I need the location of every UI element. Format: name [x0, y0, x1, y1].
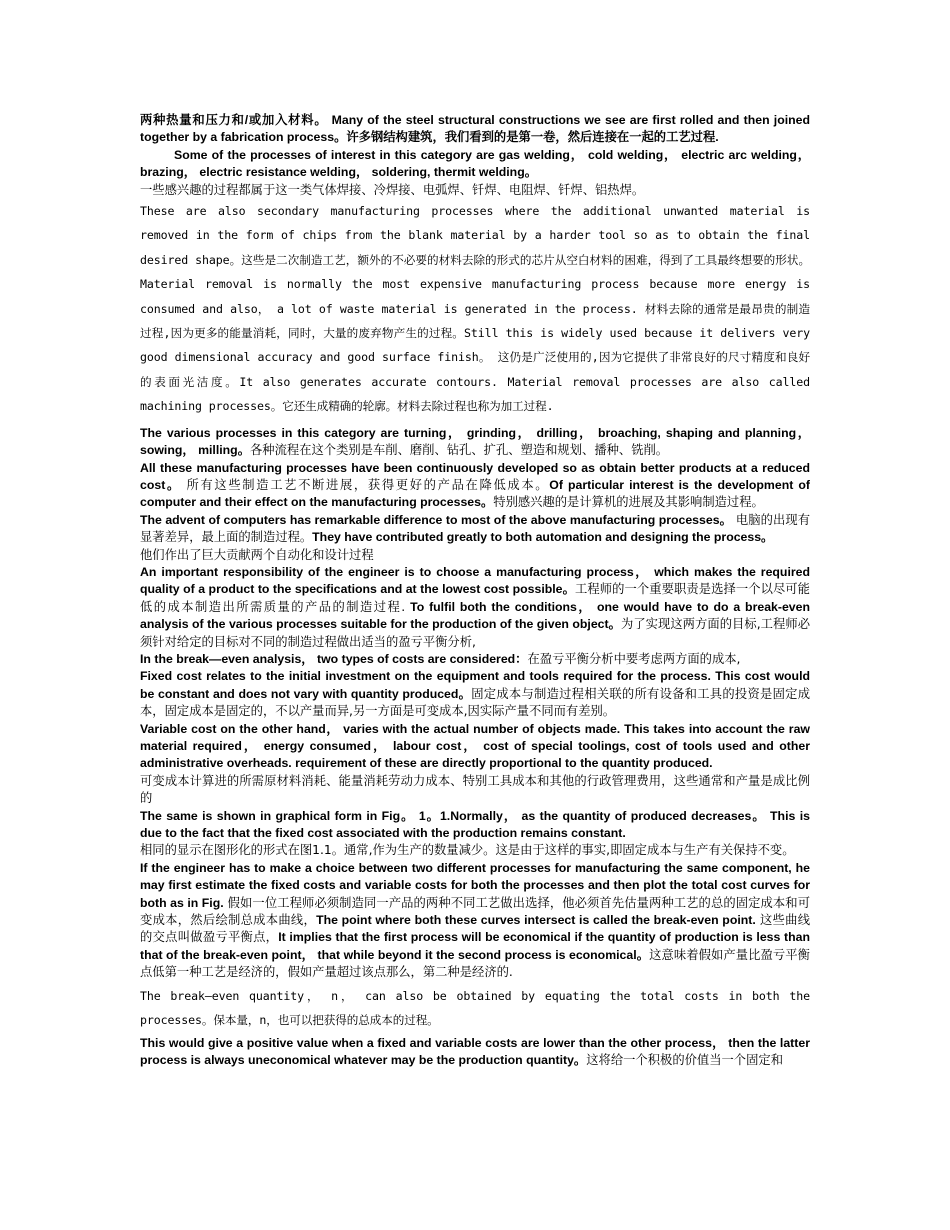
text-variable-cost-zh: 可变成本计算进的所需原材料消耗、能量消耗劳动力成本、特别工具成本和其他的行政管理费用，这些通常和产量是成比例的 [140, 773, 810, 806]
paragraph-graph [140, 808, 810, 843]
text-positive-value-zh: 这将给一个积极的价值当一个固定和 [586, 1052, 783, 1067]
text-break-even-en: To fulfil both the conditions， one would have to do a break-even analysis of the various processes suitable for the production of the given object。 [140, 599, 810, 632]
text-positive-value-en: This would give a positive value when a fixed and variable costs are lower than the other process， then the latter process is always uneconomical whatever may be the production quantity。 [140, 1035, 810, 1067]
paragraph-choice [140, 860, 810, 982]
paragraph-positive-value [140, 1035, 810, 1070]
text-material-removal: These are also secondary manufacturing processes where the additional unwanted material is removed in the form of chips from the blank material by a harder tool so as to obtain the final desired shape。这些是二次制造工艺，额外的不必要的材料去除的形式的芯片从空白材料的困难，得到了工具最终想要的形状。 Material removal is normally the most expensive manufacturing process because more energy is consumed and also， a lot of waste material is generated in the process. 材料去除的通常是最昂贵的制造过程,因为更多的能量消耗，同时，大量的废弃物产生的过程。Still this is widely used because it delivers very good dimensional accuracy and good surface finish。 这仍是广泛使用的,因为它提供了非常良好的尺寸精度和良好的表面光洁度。It also generates accurate contours. Material removal processes are also called machining processes。它还生成精确的轮廓。材料去除过程也称为加工过程. [140, 204, 810, 414]
text-computer-en: Of particular interest is the development of computer and their effect on the manufacturing processes。 [140, 477, 810, 510]
text-machining-list-zh: 各种流程在这个类别是车削、磨削、钻孔、扩孔、塑造和规划、播种、铣削。 [250, 443, 669, 458]
text-machining-list-en: The various processes in this category are turning， grinding， drilling， broaching, shaping and planning，sowing， milling。 [140, 425, 810, 458]
paragraph-machining-list [140, 425, 810, 460]
text-computer-zh: 特别感兴趣的是计算机的进展及其影响制造过程。 [493, 495, 764, 510]
paragraph-welding-list-zh [140, 182, 810, 199]
document-page [140, 112, 810, 1069]
text-break-even-zh: 为了实现这两方面的目标,工程师必须针对给定的目标对不同的制造过程做出适当的盈亏平衡分析, [140, 617, 811, 649]
text-joining: 两种热量和压力和/或加入材料。 Many of the steel structural constructions we see are first rolled and then joined together by a fabrication process。许多钢结构建筑，我们看到的是第一卷，然后连接在一起的工艺过程. [140, 113, 810, 145]
text-choice-zh: 假如一位工程师必须制造同一产品的两种不同工艺做出选择，他必须首先估量两种工艺的总的固定成本和可变成本，然后绘制总成本曲线， [140, 895, 810, 928]
paragraph-responsibility [140, 564, 810, 651]
paragraph-variable-cost-zh [140, 773, 810, 808]
paragraph-material-removal [140, 199, 810, 419]
paragraph-cost-types [140, 651, 810, 668]
text-implies-zh: 这意味着假如产量比盈亏平衡点低第一种工艺是经济的，假如产量超过该点那么，第二种是经济的. [140, 947, 810, 980]
text-variable-cost-en: Variable cost on the other hand， varies with the actual number of objects made. This takes into account the raw material required， energy consumed， labour cost， cost of special toolings, cost of tools used and other administrative overheads. requirement of these are directly proportional to the quantity produced. [140, 721, 810, 771]
text-break-even-quantity: The break—even quantity， n， can also be obtained by equating the total costs in both the processes。保本量，n，也可以把获得的总成本的过程。 [140, 988, 810, 1028]
text-development-en: All these manufacturing processes have been continuously developed so as obtain better products at a reduced cost。 [140, 460, 810, 492]
text-intersect-zh: 这些曲线的交点叫做盈亏平衡点， [140, 913, 810, 945]
paragraph-welding-list [140, 147, 810, 182]
text-automation-en: They have contributed greatly to both automation and designing the process。 [312, 530, 774, 545]
text-cost-types-en: In the break—even analysis， two types of costs are considered： [140, 651, 528, 666]
text-development-zh: 所有这些制造工艺不断进展，获得更好的产品在降低成本。 [180, 477, 550, 492]
text-responsibility-zh: 工程师的一个重要职责是选择一个以尽可能低的成本制造出所需质量的产品的制造过程. [140, 582, 810, 614]
text-computers-zh: 电脑的出现有显著差异，最上面的制造过程。 [140, 512, 810, 545]
text-cost-types-zh: 在盈亏平衡分析中要考虑两方面的成本, [527, 651, 741, 666]
text-intersect-en: The point where both these curves intersect is called the break-even point. [316, 913, 756, 928]
text-graph-zh: 相同的显示在图形化的形式在图1.1。通常,作为生产的数量减少。这是由于这样的事实,即固定成本与生产有关保持不变。 [140, 843, 795, 858]
text-choice-en: If the engineer has to make a choice between two different processes for manufacturing the same component, he may first estimate the fixed costs and variable costs for both the processes and then plot the total cost curves for both as in Fig. [140, 860, 810, 910]
text-graph-en: The same is shown in graphical form in Fig。 1。1.Normally， as the quantity of produced decreases。 This is due to the fact that the fixed cost associated with the production remains constant. [140, 808, 810, 841]
text-fixed-cost-zh: 固定成本与制造过程相关联的所有设备和工具的投资是固定成本，固定成本是固定的，不以产量而异,另一方面是可变成本,因实际产量不同而有差别。 [140, 686, 810, 719]
paragraph-fixed-cost [140, 668, 810, 720]
paragraph-variable-cost [140, 721, 810, 773]
paragraph-joining [140, 112, 810, 147]
text-responsibility-en: An important responsibility of the engineer is to choose a manufacturing process， which makes the required quality of a product to the specifications and at the lowest cost possible。 [140, 564, 810, 597]
paragraph-computers [140, 512, 810, 564]
text-welding-list-zh: 一些感兴趣的过程都属于这一类气体焊接、冷焊接、电弧焊、钎焊、电阻焊、钎焊、铝热焊。 [140, 182, 645, 197]
text-automation-zh: 他们作出了巨大贡献两个自动化和设计过程 [140, 547, 374, 562]
paragraph-break-even-quantity [140, 984, 810, 1033]
text-implies-en: It implies that the first process will be economical if the quantity of production is less than that of the break-even point， that while beyond it the second process is economical。 [140, 930, 810, 962]
paragraph-development [140, 460, 810, 512]
text-computers-en: The advent of computers has remarkable difference to most of the above manufacturing processes。 [140, 512, 732, 527]
text-fixed-cost-en: Fixed cost relates to the initial investment on the equipment and tools required for the process. This cost would be constant and does not vary with quantity produced。 [140, 669, 810, 701]
paragraph-graph-zh [140, 842, 810, 859]
text-welding-list: Some of the processes of interest in this category are gas welding， cold welding， electric arc welding，brazing， electric resistance welding， soldering, thermit welding。 [140, 147, 810, 180]
